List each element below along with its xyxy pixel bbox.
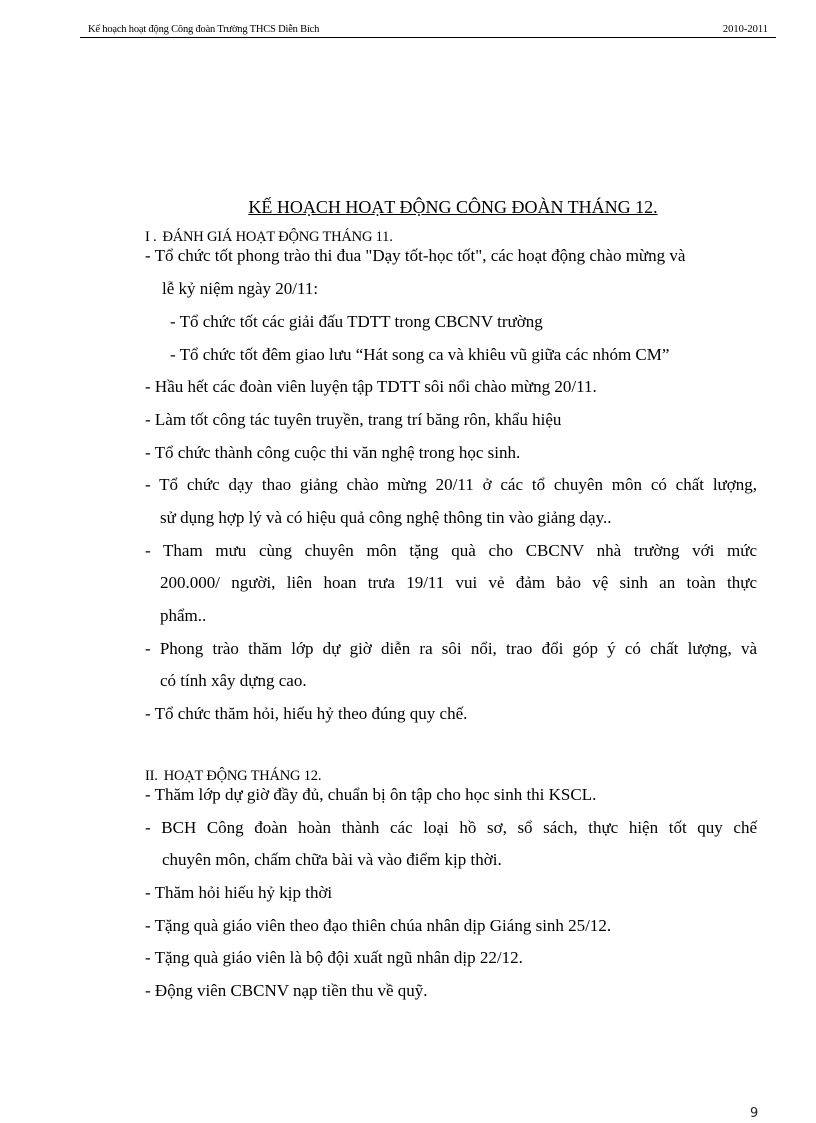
section-1-numeral: I . <box>145 229 157 245</box>
list-item-continuation: có tính xây dựng cao. <box>160 671 307 690</box>
list-item-continuation: sử dụng hợp lý và có hiệu quả công nghệ thông tin vào giảng dạy.. <box>160 508 612 527</box>
header-document-title: Kế hoạch hoạt động Công đoàn Trường THCS Diễn Bích <box>88 24 320 35</box>
page-header <box>80 22 776 38</box>
list-item-continuation: 200.000/ người, liên hoan trưa 19/11 vui vẻ đảm bảo vệ sinh an toàn thực <box>160 573 757 592</box>
list-item-continuation: phẩm.. <box>160 606 207 625</box>
header-school-year: 2010-2011 <box>722 24 768 35</box>
list-item: - Thăm lớp dự giờ đầy đủ, chuẩn bị ôn tập cho học sinh thi KSCL. <box>145 785 597 804</box>
page-number: 9 <box>750 1106 759 1121</box>
list-item: - Tặng quà giáo viên theo đạo thiên chúa nhân dịp Giáng sinh 25/12. <box>145 916 612 935</box>
document-title: KẾ HOẠCH HOẠT ĐỘNG CÔNG ĐOÀN THÁNG 12. <box>248 197 658 217</box>
section-2-numeral: II. <box>145 768 158 784</box>
section-2-heading <box>145 767 321 785</box>
list-item: - BCH Công đoàn hoàn thành các loại hồ sơ, sổ sách, thực hiện tốt quy chế <box>145 818 757 837</box>
section-1-heading <box>145 228 393 246</box>
list-item: - Tham mưu cùng chuyên môn tặng quà cho CBCNV nhà trường với mức <box>145 541 757 560</box>
sub-list-item: - Tổ chức tốt các giải đấu TDTT trong CBCNV trường <box>170 312 543 331</box>
list-item: - Tặng quà giáo viên là bộ đội xuất ngũ nhân dịp 22/12. <box>145 948 523 967</box>
sub-list-item: - Tổ chức tốt đêm giao lưu “Hát song ca và khiêu vũ giữa các nhóm CM” <box>170 345 670 364</box>
list-item: - Thăm hỏi hiếu hỷ kịp thời <box>145 883 333 902</box>
list-item: - Tổ chức thành công cuộc thi văn nghệ trong học sinh. <box>145 443 521 462</box>
list-item: - Làm tốt công tác tuyên truyền, trang trí băng rôn, khẩu hiệu <box>145 410 562 429</box>
list-item: - Phong trào thăm lớp dự giờ diễn ra sôi nổi, trao đổi góp ý có chất lượng, và <box>145 639 757 658</box>
list-item-continuation: lễ kỷ niệm ngày 20/11: <box>162 279 319 298</box>
list-item: - Tổ chức thăm hỏi, hiếu hỷ theo đúng quy chế. <box>145 704 468 723</box>
list-item: - Tổ chức tốt phong trào thi đua "Dạy tốt-học tốt", các hoạt động chào mừng và <box>145 246 686 265</box>
list-item: - Động viên CBCNV nạp tiền thu về quỹ. <box>145 981 428 1000</box>
list-item-continuation: chuyên môn, chấm chữa bài và vào điểm kịp thời. <box>162 850 502 869</box>
list-item: - Tổ chức dạy thao giảng chào mừng 20/11 ở các tổ chuyên môn có chất lượng, <box>145 475 757 494</box>
section-2-title: HOẠT ĐỘNG THÁNG 12. <box>163 768 322 784</box>
section-1-title: ĐÁNH GIÁ HOẠT ĐỘNG THÁNG 11. <box>162 229 393 245</box>
list-item: - Hầu hết các đoàn viên luyện tập TDTT sôi nổi chào mừng 20/11. <box>145 377 597 396</box>
